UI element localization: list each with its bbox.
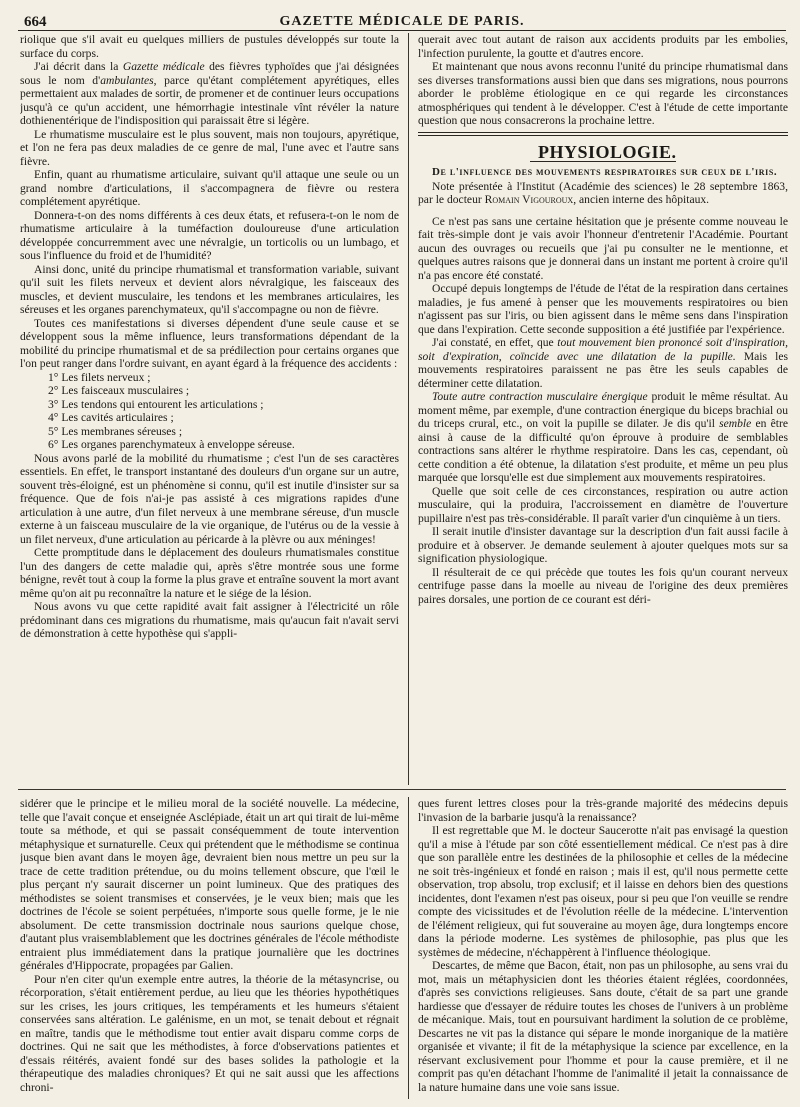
paragraph: Toute autre contraction musculaire énergique produit le même résultat. Au moment même, par exemple, d'une contraction énergique du biceps brachial ou du triceps crural, etc., on voit la pupille se dilater. Je dis qu'il semble en être ainsi à cause de la difficulté qu'on éprouve à produire de semblables contractions sans altérer le rhythme respiratoire. Dans les cas, cependant, où cette condition a été obtenue, la dilatation s'est produite, et même un peu plus marquée que lorsqu'elle est due simplement aux mouvements respiratoires. (418, 390, 788, 484)
article-heading: De l'influence des mouvements respiratoires sur ceux de l'iris. (432, 166, 778, 178)
list-item: 5° Les membranes séreuses ; (48, 424, 183, 438)
paragraph: Pour n'en citer qu'un exemple entre autres, la théorie de la métasyncrise, ou récorporation, s'était entièrement perdue, au lieu que les théories hypothétiques sur les crises, les jours critiques, les tempéraments et les humeurs s'étaient conservées sans altération. Le galénisme, en un mot, se tenait debout et régnait en maître, tandis que le méthodisme tout entier avait disparu comme corps de doctrines. Qui ne sait que les méthodistes, à force d'observations patientes et d'essais réitérés, avaient fondé sur des bases solides la pathologie et la thérapeutique des maladies chroniques? Et qui ne sait aussi que les affections chroni- (20, 972, 399, 1094)
column-divider-top (408, 33, 409, 785)
left-column-bottom (20, 797, 399, 1099)
paragraph: Occupé depuis longtemps de l'étude de l'état de la respiration dans certaines maladies, je fus amené à penser que les mouvements respiratoires ou bien n'agissent pas sur l'iris, ou bien agissent dans le même sens dans l'inspiration que dans l'expiration. Cette seconde supposition a été justifiée par l'expérience. (418, 282, 788, 336)
paragraph: riolique que s'il avait eu quelques milliers de pustules développés sur toute la surface du corps. (20, 33, 399, 60)
section-rule (418, 132, 788, 136)
paragraph: Enfin, quant au rhumatisme articulaire, suivant qu'il attaque une seule ou un grand nombre d'articulations, il s'accompagnera de fièvre ou restera complétement apyrétique. (20, 168, 399, 208)
paragraph: Et maintenant que nous avons reconnu l'unité du principe rhumatismal dans ses diverses transformations aussi bien que dans ses migrations, nous pourrons aborder le problème étiologique en ce qui regarde les circonstances atmosphériques qui tendent à le développer. C'est à l'étude de cette importante question que nous consacrerons la prochaine lettre. (418, 60, 788, 127)
paragraph: Nous avons vu que cette rapidité avait fait assigner à l'électricité un rôle prédominant dans ces migrations du rhumatisme, mais qu'aucun fait n'avait servi de démonstration à cette hypothèse qui s'appli- (20, 600, 399, 640)
paragraph: Ainsi donc, unité du principe rhumatismal et transformation variable, suivant qu'il suit les filets nerveux et devient alors névralgique, les faisceaux des muscles, et devient musculaire, les tendons et les membranes articulaires, les séreuses et les organes parenchymateux, qu'il s'accompagne ou non de fièvre. (20, 262, 399, 316)
article-note: Note présentée à l'Institut (Académie des sciences) le 28 septembre 1863, par le docteur Romain Vigouroux, ancien interne des hôpitaux. (418, 179, 788, 206)
list-item: 6° Les organes parenchymateux à enveloppe séreuse. (48, 438, 295, 451)
paragraph: Cette promptitude dans le déplacement des douleurs rhumatismales constitue l'un des dangers de cette maladie qui, après s'être montrée sous une forme bénigne, revêt tout à coup la forme la plus grave et entraîne souvent la mort avant même qu'on ait pu reconnaître la nature et le siége de la lésion. (20, 546, 399, 600)
page-number: 664 (24, 14, 47, 30)
paragraph: Il résulterait de ce qui précède que toutes les fois qu'un courant nerveux centrifuge passe dans la moelle au niveau de l'origine des deux premières paires dorsales, une portion de ce courant est déri- (418, 565, 788, 606)
paragraph: Quelle que soit celle de ces circonstances, respiration ou autre action musculaire, qui la produira, l'accroissement en diamètre de l'ouverture pupillaire n'est pas très-considérable. Il paraît varier d'un cinquième à un tiers. (418, 484, 788, 525)
right-column-bottom (418, 797, 788, 1099)
paragraph: Descartes, de même que Bacon, était, non pas un philosophe, au sens vrai du mot, mais un métaphysicien dont les théories étaient réglées, coordonnées, d'après ses convictions religieuses. Sans doute, c'était de sa part une grande hardiesse que d'essayer de réduire toutes les choses de l'univers à un problème de mécanique. Mais, tout en poursuivant hardiment la solution de ce problème, Descartes ne vit pas la distance qui sépare le monde inorganique de la matière organisée et vivante; il fit de la métaphysique la science par excellence, en la réservant exclusivement pour l'homme et pour la cause première, et il ne comprit pas qu'en détachant l'homme de l'animalité il jetait la connaissance de la nature humaine dans une voie sans issue. (418, 959, 788, 1094)
journal-title: GAZETTE MÉDICALE DE PARIS. (279, 14, 525, 29)
paragraph: Donnera-t-on des noms différents à ces deux états, et refusera-t-on le nom de rhumatisme articulaire à la tuméfaction douloureuse d'une articulation développée concurremment avec une névralgie, un torticolis ou un lumbago, et sous l'influence du froid et de l'humidité? (20, 208, 399, 262)
column-divider-bottom (408, 797, 409, 1099)
page-divider (18, 789, 786, 790)
paragraph: J'ai constaté, en effet, que tout mouvement bien prononcé soit d'inspiration, soit d'expiration, coïncide avec une dilatation de la pupille. Mais les mouvements respiratoires paraissent ne pas être les seuls capables de déterminer cette dilatation. (418, 336, 788, 390)
paragraph: J'ai décrit dans la Gazette médicale des fièvres typhoïdes que j'ai désignées sous le nom d'ambulantes, parce qu'étant complétement apyrétiques, elles permettaient aux malades de sortir, de promener et de continuer leurs occupations jusqu'à ce qu'un accident, une hémorrhagie intestinale vînt révéler la nature dothienentérique de l'indisposition qui paraissait être si légère. (20, 60, 399, 127)
paragraph: querait avec tout autant de raison aux accidents produits par les embolies, l'infection purulente, la goutte et d'autres encore. (418, 33, 788, 60)
paragraph: ques furent lettres closes pour la très-grande majorité des médecins depuis l'invasion de la barbarie jusqu'à la renaissance? (418, 797, 788, 824)
paragraph: sidérer que le principe et le milieu moral de la société nouvelle. La médecine, telle que l'avait conçue et enseignée Asclépiade, était un art qui tirait de lui-même toute sa méthode, et qui se passait conséquemment de toute intervention métaphysique et surnaturelle. Ceux qui prétendent que le méthodisme se continua jusque bien avant dans le moyen âge, devraient bien nous mettre un peu sur la trace de cette tradition prétendue, ou du moins tellement obscure, que l'œil le plus perçant n'y saurait discerner un point lumineux. Que des pratiques des méthodistes se soient transmises et conservées, je le veux bien; mais que les doctrines de l'école se soient perpétuées, n'importe sous quelle forme, je le nie absolument. De cette transmission doctrinale nous saurions quelque chose, d'autant plus vraisemblablement que les doctrines générales de l'école méthodiste entraient plus immédiatement dans la pratique journalière que les doctrines générales d'Hippocrate, propagées par Galien. (20, 797, 399, 972)
organ-list (48, 371, 399, 452)
list-item: 3° Les tendons qui entourent les articulations ; (48, 397, 264, 411)
page-header (18, 6, 786, 31)
list-item: 4° Les cavités articulaires ; (48, 411, 174, 424)
right-column-top (418, 33, 788, 785)
paragraph: Le rhumatisme musculaire est le plus souvent, mais non toujours, apyrétique, et l'on ne fera pas deux maladies de ce genre de mal, l'une avec et l'autre sans fièvre. (20, 127, 399, 168)
section-title: PHYSIOLOGIE. (530, 144, 676, 163)
list-item: 2° Les faisceaux musculaires ; (48, 384, 190, 397)
left-column-top (20, 33, 399, 785)
paragraph: Il est regrettable que M. le docteur Saucerotte n'ait pas envisagé la question qu'il a mise à l'étude par son côté essentiellement médical. Ce n'est pas à dire que son parallèle entre les destinées de la philosophie et celles de la médecine ne soit très-ingénieux et fondé en raison ; mais il est, qu'il nous permette cette observation, trop absolu, trop exclusif; et il laisse en dehors bien des questions incidentes, dont l'examen n'est pas oiseux, pour si peu que l'on veuille se rendre compte des vicissitudes et de l'évolution réelle de la médecine. L'intervention de l'élément religieux, qui fut souveraine au moyen âge, dura longtemps encore dans la période moderne. Les systèmes de philosophie, pas plus que les systèmes de médecine, n'échappèrent à l'influence théologique. (418, 824, 788, 959)
list-item: 1° Les filets nerveux ; (48, 370, 151, 384)
paragraph: Il serait inutile d'insister davantage sur la description d'un fait aussi facile à produire et à observer. Je demande seulement à ajouter quelques mots sur sa signification physiologique. (418, 525, 788, 565)
author-name: Romain Vigouroux (484, 193, 574, 206)
paragraph: Nous avons parlé de la mobilité du rhumatisme ; c'est l'un de ses caractères essentiels. En effet, le transport instantané des douleurs d'un organe sur un autre, souvent très-éloigné, est un phénomène si connu, qu'il est inutile d'insister sur sa fréquence. Que de fois n'ai-je pas assisté à ces migrations rapides d'une articulation à une autre, d'un filet nerveux à une membrane séreuse, d'un muscle externe à un faisceau musculaire de la vie organique, de l'utérus ou de la vessie à un filet nerveux, d'une articulation au péricarde à la plèvre ou aux méninges! (20, 451, 399, 546)
paragraph: Toutes ces manifestations si diverses dépendent d'une seule cause et se développent sous la même influence, leurs transformations dépendant de la mobilité du principe rhumatismal et de sa prédilection pour certains organes que l'on peut ranger dans l'ordre suivant, en ayant égard à la fréquence des accidents : (20, 316, 399, 370)
paragraph: Ce n'est pas sans une certaine hésitation que je présente comme nouveau le fait très-simple dont je vais avoir l'honneur d'entretenir l'Académie. Pourtant aucun des ouvrages ou recueils que j'ai pu consulter ne le mentionne, et quelques autres raisons que je donnerai dans un instant me portent à croire qu'il n'a pas encore été constaté. (418, 214, 788, 282)
